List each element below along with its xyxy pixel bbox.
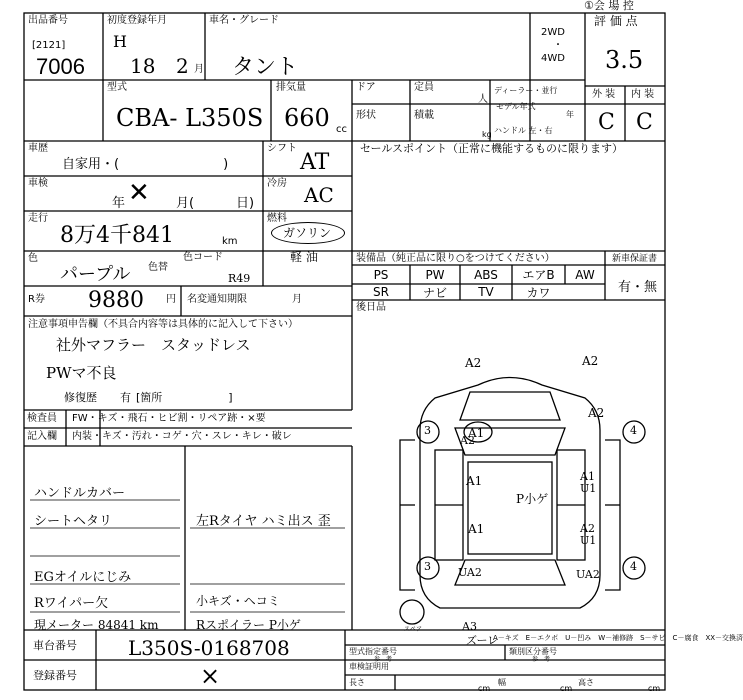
fuel-diesel: 軽 油 bbox=[290, 250, 318, 264]
repair-bracket: [箇所 ] bbox=[136, 391, 233, 404]
color-code-value: R49 bbox=[228, 272, 251, 285]
diagram-mark: A1 bbox=[468, 522, 485, 536]
grade-label: 評 価 点 bbox=[594, 14, 638, 28]
warranty-value: 有・無 bbox=[618, 280, 658, 295]
grade-ext-label: 外 装 bbox=[592, 89, 616, 100]
drive-dot: ・ bbox=[553, 40, 563, 51]
aircon-label: 冷房 bbox=[267, 178, 287, 189]
listing-label: 出品番号 bbox=[28, 15, 68, 26]
cc-value: 660 bbox=[284, 104, 330, 132]
width-label: 幅 bbox=[498, 678, 506, 687]
model-year-label: モデル年式 bbox=[496, 102, 536, 111]
type-no-label: 型式指定番号 bbox=[349, 647, 397, 656]
width-unit: cm bbox=[560, 684, 573, 693]
remark-3: 左Rタイヤ ハミ出ス 歪 bbox=[196, 514, 331, 529]
model-label: 型式 bbox=[107, 82, 127, 93]
class-no-label: 類別区分番号 bbox=[509, 647, 557, 656]
inspection-label: 車検 bbox=[28, 178, 48, 189]
diagram-mark: U1 bbox=[580, 482, 597, 495]
diagram-mark: A2 bbox=[465, 356, 482, 370]
warranty-label: 新車保証書 bbox=[612, 254, 658, 264]
registration-label: 初度登録年月 bbox=[107, 15, 167, 26]
rear-seat-label: 後日品 bbox=[356, 302, 386, 313]
listing-code: [2121] bbox=[32, 40, 66, 51]
aircon-value: AC bbox=[304, 183, 334, 207]
notes-line1: 社外マフラー スタッドレス bbox=[56, 336, 251, 354]
drive-2wd: 2WD bbox=[541, 27, 565, 38]
diagram-mark: A3 bbox=[462, 620, 477, 633]
ref-label-2: 参 考 bbox=[532, 656, 551, 663]
diagram-mark: 3 bbox=[424, 560, 431, 573]
mileage-unit: km bbox=[222, 236, 238, 247]
remark-8: Rスポイラー P小ゲ bbox=[196, 618, 301, 632]
remark-4: EGオイルにじみ bbox=[34, 570, 132, 585]
equipment-label: 装備品（純正品に限り○をつけてください） bbox=[356, 253, 555, 264]
year-unit: 年 bbox=[566, 110, 574, 119]
inspection-cross-mark: ✕ bbox=[128, 178, 150, 208]
repair-label: 修復歴 bbox=[64, 391, 97, 404]
vehicle-name-label: 車名・グレード bbox=[209, 15, 279, 26]
registration-month-unit: 月 bbox=[194, 64, 204, 75]
capacity-label: 定員 bbox=[414, 82, 434, 93]
color-label: 色 bbox=[28, 253, 38, 264]
diagram-mark: A2 bbox=[580, 522, 595, 535]
color-value: パープル bbox=[60, 264, 131, 285]
mileage-label: 走行 bbox=[28, 213, 48, 224]
color-code-label: 色コード bbox=[183, 252, 223, 263]
dealer-label: ディーラー・並行 bbox=[494, 86, 558, 95]
mileage-value: 8万4千841 bbox=[60, 223, 174, 248]
diagram-mark: A2 bbox=[460, 434, 475, 447]
usage-value: 自家用・( ) bbox=[62, 157, 229, 172]
diagram-mark: 4 bbox=[630, 560, 637, 573]
transfer-deadline-label: 名変通知期限 bbox=[187, 294, 247, 305]
handle-label: ハンドル 左・右 bbox=[494, 126, 553, 135]
load-label: 積載 bbox=[414, 110, 434, 121]
diagram-mark: UA2 bbox=[576, 568, 600, 581]
height-unit: cm bbox=[648, 684, 661, 693]
diagram-mark: 3 bbox=[424, 424, 431, 437]
usage-label: 車歴 bbox=[28, 143, 48, 154]
equipment-navi: ナビ bbox=[422, 285, 447, 300]
remark-6: 小キズ・ヘコミ bbox=[196, 594, 280, 608]
registration-year: 18 bbox=[130, 54, 156, 78]
diagram-mark: UA2 bbox=[458, 566, 482, 579]
equipment-sr: SR bbox=[373, 285, 389, 299]
diagram-mark: ズーレ bbox=[466, 634, 499, 647]
color-change-label: 色替 bbox=[148, 262, 168, 273]
inspection-day-unit: 日) bbox=[236, 196, 255, 211]
drive-4wd: 4WD bbox=[541, 53, 565, 64]
registration-month: 2 bbox=[176, 54, 189, 78]
vehicle-name: タント bbox=[232, 55, 299, 80]
shape-label: 形状 bbox=[356, 110, 376, 121]
equipment-tv: TV bbox=[478, 285, 494, 299]
diagram-mark: U1 bbox=[580, 534, 597, 547]
diagram-legend: A－キズ E－エクボ U－凹み W－補修跡 S－サビ C－腐食 XX－交換済 bbox=[493, 634, 743, 642]
cc-unit: cc bbox=[336, 124, 347, 135]
equipment-abs: ABS bbox=[474, 267, 498, 282]
equipment-pw: PW bbox=[425, 267, 445, 282]
inspection-year-unit: 年 bbox=[112, 196, 126, 211]
diagram-mark: 4 bbox=[630, 424, 637, 437]
diagram-mark: A1 bbox=[468, 426, 485, 440]
diagram-mark: A1 bbox=[466, 474, 483, 488]
repair-value: 有 bbox=[120, 391, 131, 404]
height-label: 高さ bbox=[578, 678, 594, 687]
reg-value: × bbox=[200, 662, 221, 690]
length-unit: cm bbox=[478, 684, 491, 693]
equipment-leather: カワ bbox=[526, 285, 551, 300]
recycle-value: 9880 bbox=[88, 288, 144, 313]
grade-score: 3.5 bbox=[605, 46, 644, 74]
recycle-label: R券 bbox=[28, 294, 45, 305]
registration-era: H bbox=[113, 32, 127, 51]
inspector-row2-items: 内装・キズ・汚れ・コゲ・穴・スレ・キレ・破レ bbox=[72, 431, 292, 442]
model-value: CBA- L350S bbox=[116, 104, 264, 132]
diagram-mark: A2 bbox=[582, 354, 599, 368]
chassis-label: 車台番号 bbox=[33, 639, 77, 652]
diagram-mark: A2 bbox=[588, 406, 605, 420]
remark-7: 現メーター 84841 km bbox=[34, 618, 159, 632]
chassis-value: L350S-0168708 bbox=[128, 636, 290, 660]
ref-label-1: 参 考 bbox=[374, 656, 393, 663]
remark-1: ハンドルカバー bbox=[34, 486, 126, 501]
grade-int: C bbox=[636, 110, 653, 135]
sales-point-label: セールスポイント（正常に機能するものに限ります） bbox=[360, 142, 624, 155]
shift-label: シフト bbox=[267, 143, 297, 154]
transfer-month-unit: 月 bbox=[292, 294, 302, 305]
fuel-gasoline: ガソリン bbox=[283, 226, 332, 240]
capacity-unit: 人 bbox=[478, 94, 488, 105]
cc-label: 排気量 bbox=[276, 82, 306, 93]
load-unit: kg bbox=[482, 130, 492, 139]
reg-label: 登録番号 bbox=[33, 669, 77, 682]
length-label: 長さ bbox=[349, 678, 365, 687]
fuel-label: 燃料 bbox=[267, 213, 287, 224]
diagram-mark: A1 bbox=[580, 470, 595, 483]
inspector-row2-label: 記入欄 bbox=[27, 431, 57, 442]
notes-line2: PWマ不良 bbox=[46, 364, 117, 382]
grade-int-label: 内 装 bbox=[631, 89, 655, 100]
grade-ext: C bbox=[598, 110, 615, 135]
spare-label: スペア bbox=[404, 626, 423, 633]
cert-label: 車検証明用 bbox=[349, 662, 389, 671]
inspection-month-unit: 月( bbox=[176, 196, 195, 211]
inspector-row1-items: FW・キズ・飛石・ヒビ割・リペア跡・×要 bbox=[72, 413, 266, 424]
door-label: ドア bbox=[356, 82, 376, 93]
equipment-ps: PS bbox=[373, 267, 389, 282]
remark-5: Rワイパー欠 bbox=[34, 596, 109, 611]
inspector-row1-label: 検査員 bbox=[27, 413, 57, 424]
listing-number: 7006 bbox=[36, 54, 85, 79]
corner-text: ①会 場 控 bbox=[584, 0, 634, 12]
equipment-airbag: エアB bbox=[522, 268, 555, 282]
diagram-mark: P小ゲ bbox=[516, 492, 549, 506]
recycle-unit: 円 bbox=[166, 294, 176, 305]
equipment-aw: AW bbox=[575, 267, 595, 282]
remark-2: シートヘタリ bbox=[34, 514, 113, 529]
notes-label: 注意事項申告欄（不具合内容等は具体的に記入して下さい） bbox=[28, 319, 298, 330]
shift-value: AT bbox=[300, 150, 330, 175]
